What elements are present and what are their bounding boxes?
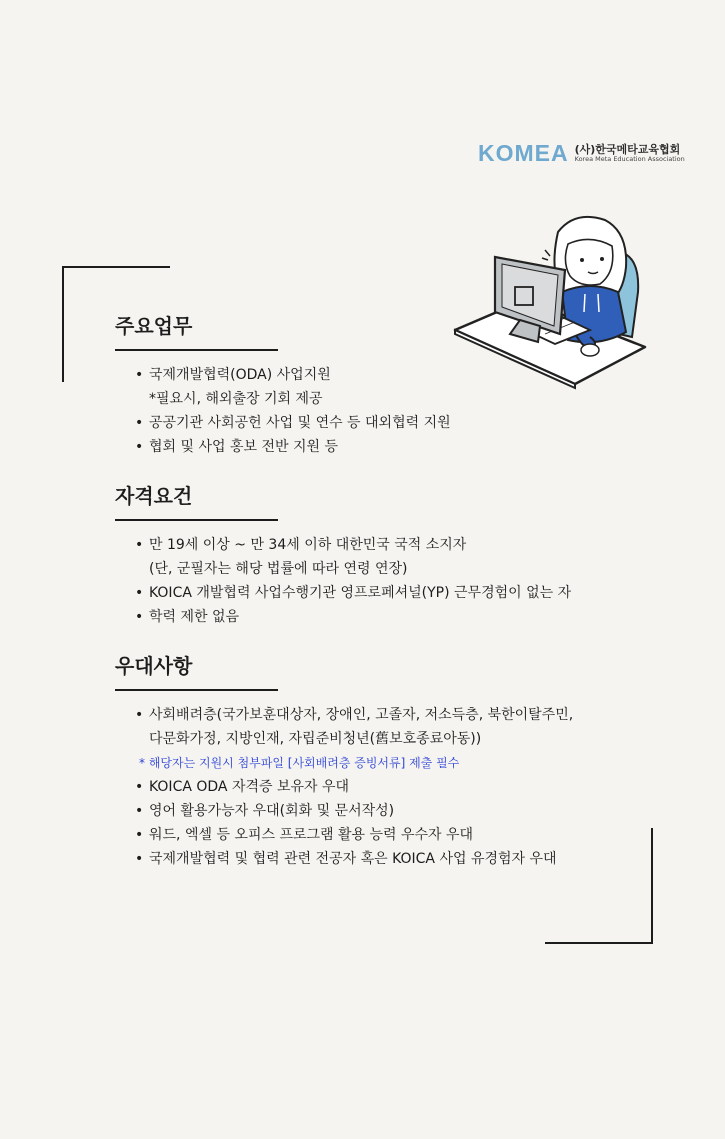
duties-list [115,363,451,459]
section-qualifications [115,480,571,629]
section-title: 자격요건 [115,484,193,508]
bullet: • [135,851,144,867]
item-text: 워드, 엑셀 등 오피스 프로그램 활용 능력 우수자 우대 [149,827,474,843]
item-text: 공공기관 사회공헌 사업 및 연수 등 대외협력 지원 [149,415,451,431]
list-item [135,363,451,387]
list-item-note: * 해당자는 지원시 첨부파일 [사회배려층 증빙서류] 제출 필수 [139,756,460,770]
item-text: 학력 제한 없음 [149,609,240,625]
bullet: • [135,439,144,455]
item-text: 국제개발협력(ODA) 사업지원 [149,367,331,383]
section-preferences [115,650,573,871]
list-item [135,605,571,629]
bullet: • [135,585,144,601]
list-item [135,581,571,605]
preferences-list [115,703,573,871]
list-item [135,411,451,435]
brand-logo [478,140,685,167]
bullet: • [135,707,144,723]
logo-name-ko: (사)한국메타교육협회 [574,142,681,156]
item-text: 협회 및 사업 홍보 전반 지원 등 [149,439,338,455]
section-title: 주요업무 [115,314,193,338]
list-item-sub: 다문화가정, 지방인재, 자립준비청년(舊보호종료아동)) [149,731,482,747]
bullet: • [135,367,144,383]
qualifications-list [115,533,571,629]
item-text: 영어 활용가능자 우대(회화 및 문서작성) [149,803,395,819]
item-text: 사회배려층(국가보훈대상자, 장애인, 고졸자, 저소득층, 북한이탈주민, [149,707,574,723]
list-item [135,703,573,727]
section-title: 우대사항 [115,654,193,678]
list-item [135,847,573,871]
person-at-computer-illustration [450,212,650,396]
list-item [135,533,571,557]
list-item-sub: *필요시, 해외출장 기회 제공 [149,391,323,407]
bullet: • [135,827,144,843]
item-text: KOICA 개발협력 사업수행기관 영프로페셔널(YP) 근무경험이 없는 자 [149,585,572,601]
bullet: • [135,537,144,553]
section-underline [115,519,278,521]
list-item [135,799,573,823]
logo-mark: KOMEA [478,140,569,166]
list-item [135,775,573,799]
item-text: 국제개발협력 및 협력 관련 전공자 혹은 KOICA 사업 유경험자 우대 [149,851,557,867]
logo-text [575,144,685,163]
list-item-sub: (단, 군필자는 해당 법률에 따라 연령 연장) [149,561,408,577]
item-text: 만 19세 이상 ~ 만 34세 이하 대한민국 국적 소지자 [149,537,467,553]
item-text: KOICA ODA 자격증 보유자 우대 [149,779,350,795]
logo-name-en: Korea Meta Education Association [574,154,685,163]
bullet: • [135,415,144,431]
bullet: • [135,779,144,795]
section-underline [115,689,278,691]
bullet: • [135,803,144,819]
bullet: • [135,609,144,625]
section-main-duties [115,310,451,459]
section-underline [115,349,278,351]
list-item [135,435,451,459]
list-item [135,823,573,847]
